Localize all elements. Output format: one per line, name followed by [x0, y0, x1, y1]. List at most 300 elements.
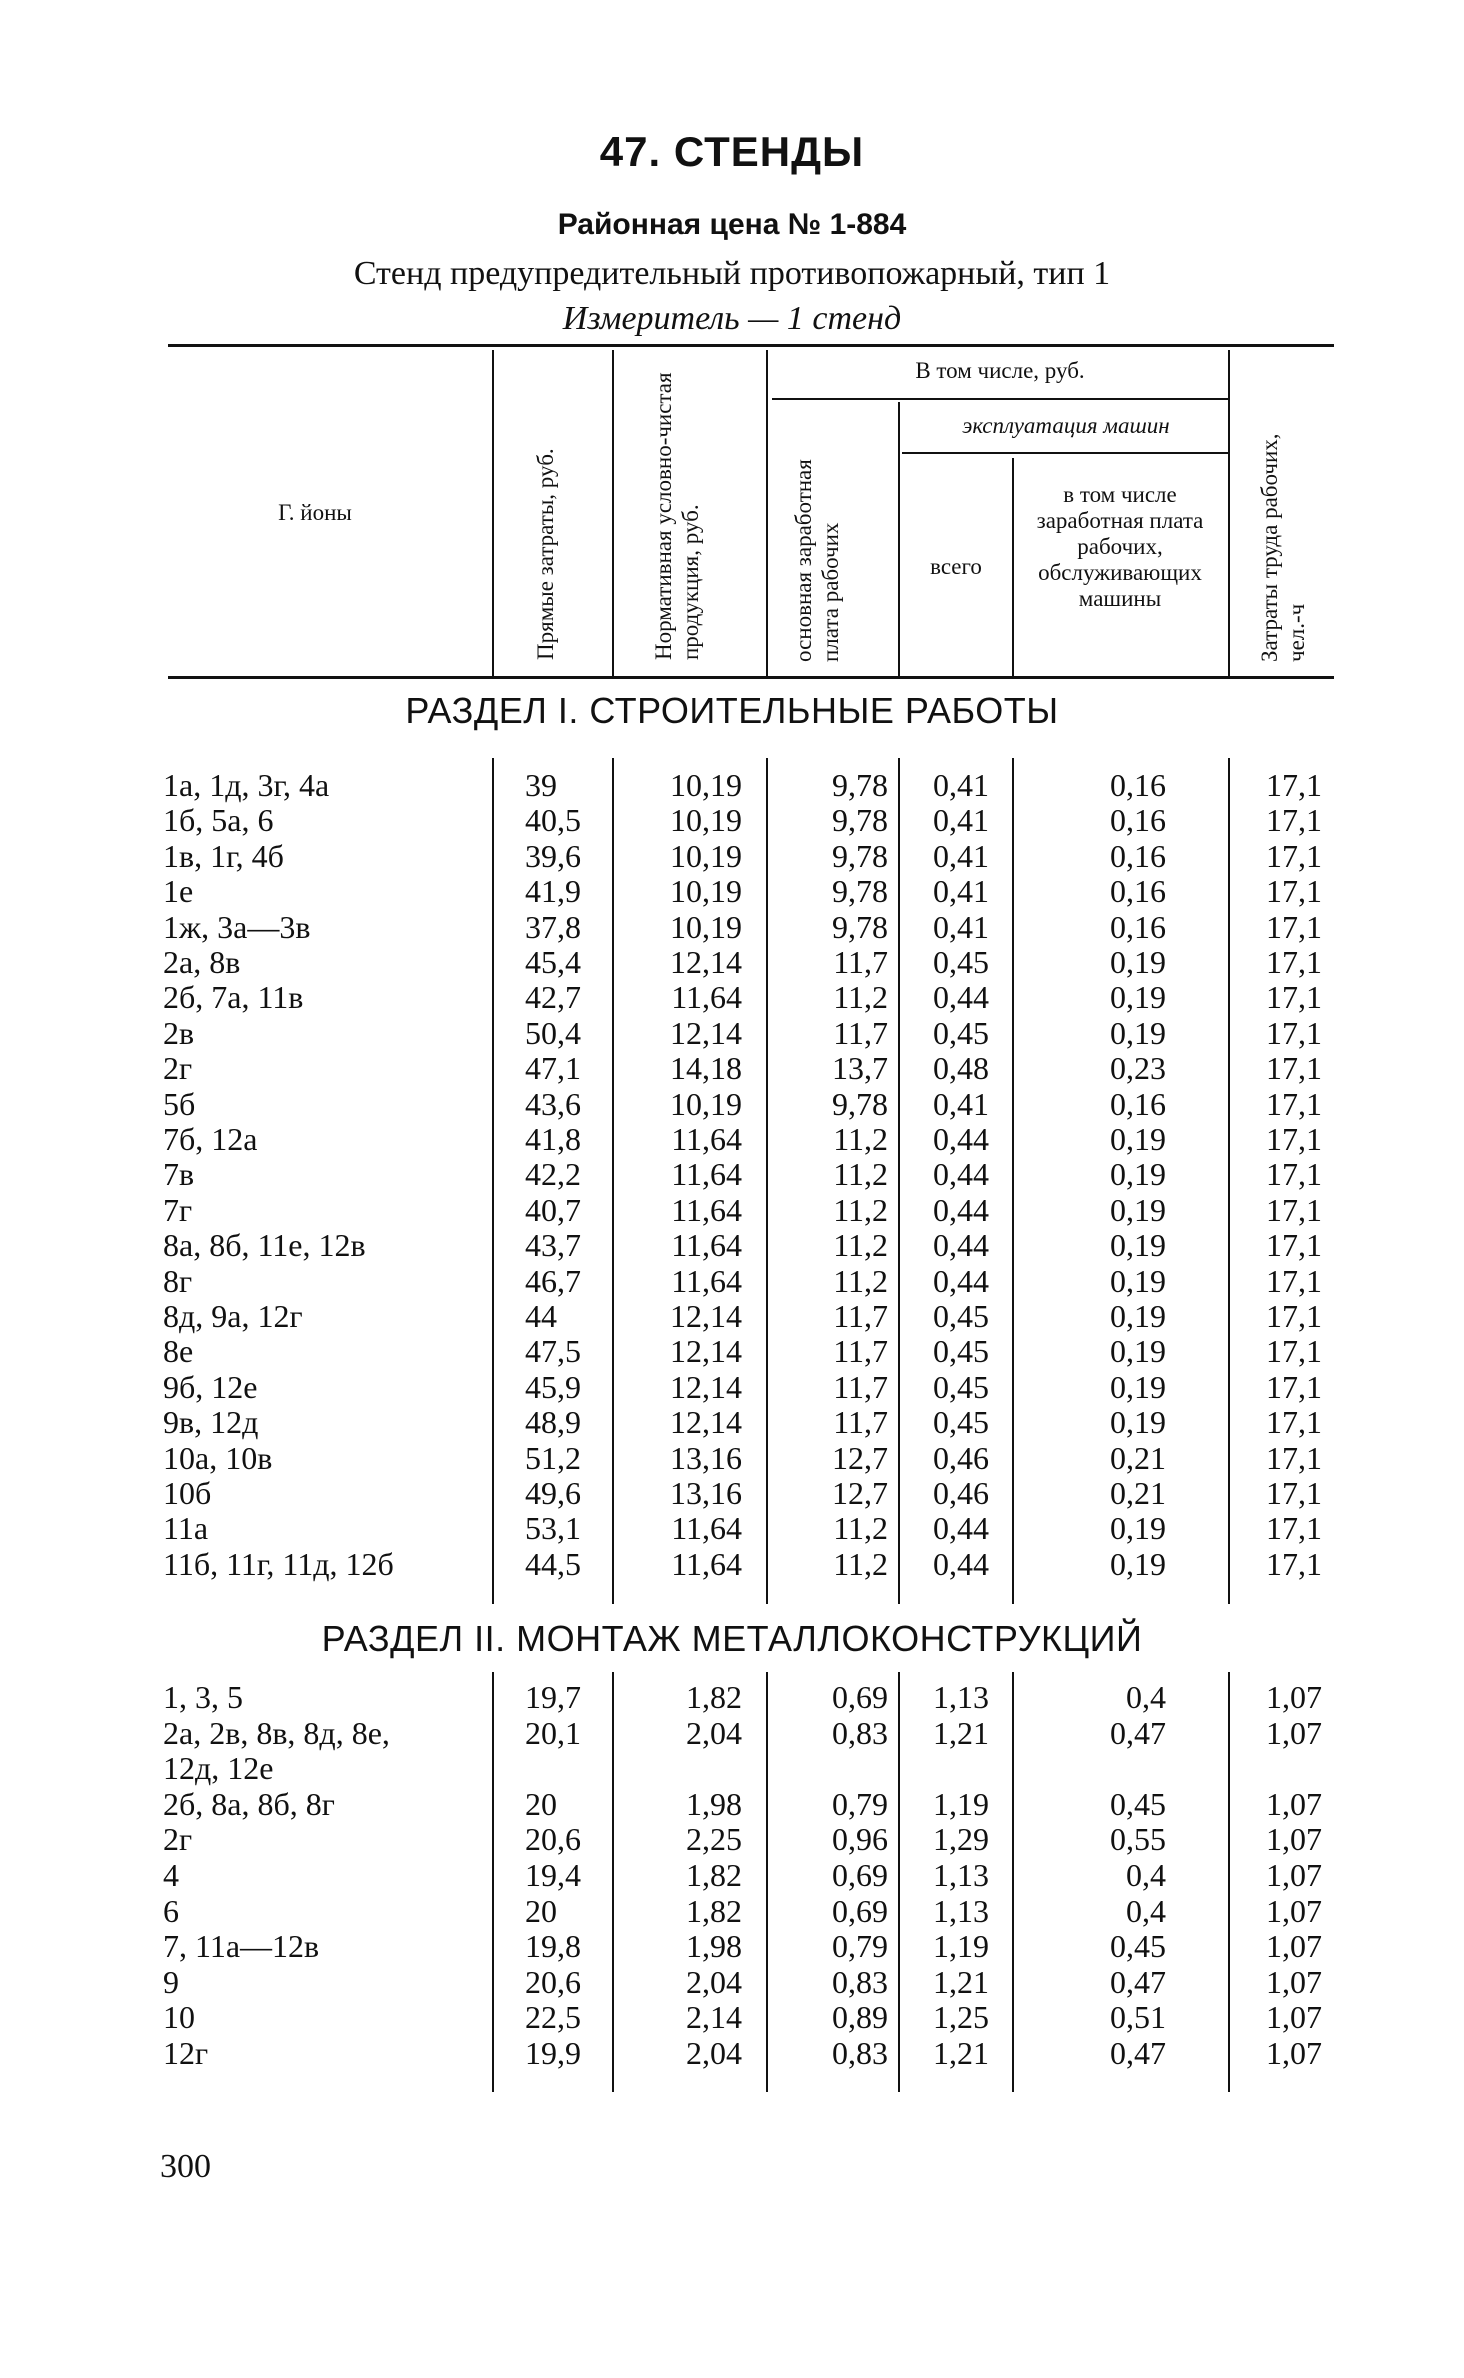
labor-cell: 17,1 — [1266, 944, 1322, 980]
header-sub-rule-2 — [902, 452, 1230, 454]
direct-costs-cell: 45,4 — [525, 944, 581, 980]
labor-cell: 1,07 — [1266, 1892, 1322, 1929]
direct-costs-cell: 19,9 — [525, 2035, 581, 2071]
normative-cell: 11,64 — [671, 1262, 742, 1299]
labor-cell: 1,07 — [1266, 1821, 1322, 1858]
machine-wages-cell: 0,16 — [1110, 908, 1166, 945]
normative-cell: 11,64 — [671, 1191, 742, 1228]
table-row — [0, 1716, 1464, 1751]
machine-total-cell: 0,41 — [933, 1085, 989, 1122]
region-cell: 8г — [163, 1262, 193, 1299]
direct-costs-cell: 41,9 — [525, 873, 581, 910]
labor-cell: 17,1 — [1266, 1227, 1322, 1264]
machine-wages-cell: 0,16 — [1110, 873, 1166, 910]
labor-cell: 1,07 — [1266, 2035, 1322, 2071]
table-row — [0, 1929, 1464, 1964]
machine-total-cell: 1,21 — [933, 1714, 989, 1751]
region-cell: 1в, 1г, 4б — [163, 837, 284, 874]
base-wages-cell: 9,78 — [832, 767, 888, 803]
table-row — [0, 1751, 1464, 1786]
header-bottom-rule — [168, 676, 1334, 679]
region-cell: 1е — [163, 873, 194, 910]
header-vline-1 — [492, 350, 494, 676]
s1-vline-6 — [1228, 758, 1230, 1604]
normative-cell: 10,19 — [670, 873, 742, 910]
table-row — [0, 1334, 1464, 1369]
table-row — [0, 1787, 1464, 1822]
normative-cell: 1,98 — [686, 1928, 742, 1965]
normative-cell: 10,19 — [670, 802, 742, 839]
labor-cell: 17,1 — [1266, 908, 1322, 945]
machine-wages-cell: 0,47 — [1110, 1714, 1166, 1751]
labor-cell: 17,1 — [1266, 767, 1322, 803]
direct-costs-cell: 43,7 — [525, 1227, 581, 1264]
base-wages-cell: 9,78 — [832, 1085, 888, 1122]
region-cell: 9б, 12е — [163, 1368, 258, 1405]
normative-cell: 11,64 — [671, 1510, 742, 1547]
s2-vline-5 — [1012, 1672, 1014, 2092]
machine-total-cell: 0,44 — [933, 1545, 989, 1582]
labor-cell: 17,1 — [1266, 1475, 1322, 1511]
base-wages-cell: 11,2 — [833, 1191, 888, 1228]
direct-costs-cell: 40,5 — [525, 802, 581, 839]
machine-wages-cell: 0,47 — [1110, 2035, 1166, 2071]
machine-total-cell: 1,13 — [933, 1857, 989, 1893]
region-cell: 1ж, 3а—3в — [163, 908, 311, 945]
direct-costs-cell: 44,5 — [525, 1545, 581, 1582]
base-wages-cell: 0,69 — [832, 1857, 888, 1893]
direct-costs-cell: 43,6 — [525, 1085, 581, 1122]
machine-wages-cell: 0,19 — [1110, 1014, 1166, 1051]
base-wages-cell: 11,7 — [833, 1014, 888, 1051]
direct-costs-cell: 47,5 — [525, 1333, 581, 1370]
base-wages-cell: 9,78 — [832, 837, 888, 874]
machine-wages-cell: 0,4 — [1126, 1679, 1166, 1715]
table-row — [0, 1858, 1464, 1893]
table-row — [0, 1157, 1464, 1192]
region-cell: 5б — [163, 1085, 196, 1122]
machine-total-cell: 0,44 — [933, 1191, 989, 1228]
normative-cell: 12,14 — [670, 1333, 742, 1370]
direct-costs-cell: 48,9 — [525, 1404, 581, 1441]
machine-total-cell: 0,41 — [933, 767, 989, 803]
direct-costs-cell: 19,4 — [525, 1857, 581, 1893]
base-wages-cell: 12,7 — [832, 1439, 888, 1476]
region-cell: 6 — [163, 1892, 179, 1929]
region-cell: 2г — [163, 1821, 193, 1858]
base-wages-cell: 11,7 — [833, 1333, 888, 1370]
page-number: 300 — [160, 2148, 211, 2185]
normative-cell: 2,04 — [686, 1714, 742, 1751]
machine-total-cell: 0,46 — [933, 1439, 989, 1476]
direct-costs-cell: 50,4 — [525, 1014, 581, 1051]
base-wages-cell: 11,2 — [833, 1156, 888, 1193]
machine-wages-cell: 0,19 — [1110, 1262, 1166, 1299]
direct-costs-cell: 44 — [525, 1298, 557, 1334]
base-wages-cell: 11,2 — [833, 979, 888, 1016]
machine-wages-cell: 0,55 — [1110, 1821, 1166, 1858]
machine-total-cell: 1,29 — [933, 1821, 989, 1858]
labor-cell: 17,1 — [1266, 1156, 1322, 1193]
table-row — [0, 1965, 1464, 2000]
region-cell: 11б, 11г, 11д, 12б — [163, 1545, 394, 1582]
header-top-rule — [168, 344, 1334, 347]
table-row — [0, 1370, 1464, 1405]
s1-vline-2 — [612, 758, 614, 1604]
machine-wages-cell: 0,19 — [1110, 1121, 1166, 1157]
direct-costs-cell: 37,8 — [525, 908, 581, 945]
header-labor: Затраты труда рабочих, чел.-ч — [1257, 433, 1309, 662]
unit-caption: Измеритель — 1 стенд — [562, 300, 902, 337]
labor-cell: 17,1 — [1266, 1439, 1322, 1476]
header-vline-4 — [898, 402, 900, 676]
direct-costs-cell: 51,2 — [525, 1439, 581, 1476]
labor-cell: 17,1 — [1266, 837, 1322, 874]
machine-wages-cell: 0,16 — [1110, 802, 1166, 839]
labor-cell: 1,07 — [1266, 1857, 1322, 1893]
base-wages-cell: 11,7 — [833, 1368, 888, 1405]
region-cell: 8е — [163, 1333, 194, 1370]
base-wages-cell: 0,96 — [832, 1821, 888, 1858]
section-1-title: РАЗДЕЛ I. СТРОИТЕЛЬНЫЕ РАБОТЫ — [405, 690, 1059, 731]
page-title: 47. СТЕНДЫ — [599, 128, 865, 175]
header-direct-costs: Прямые затраты, руб. — [533, 448, 558, 660]
direct-costs-cell: 19,7 — [525, 1679, 581, 1715]
labor-cell: 17,1 — [1266, 802, 1322, 839]
labor-cell: 1,07 — [1266, 1999, 1322, 2036]
machine-total-cell: 0,44 — [933, 1121, 989, 1157]
table-row — [0, 1476, 1464, 1511]
base-wages-cell: 0,83 — [832, 2035, 888, 2071]
machine-total-cell: 0,45 — [933, 1368, 989, 1405]
table-row — [0, 1894, 1464, 1929]
machine-total-cell: 0,44 — [933, 979, 989, 1016]
base-wages-cell: 0,83 — [832, 1963, 888, 2000]
table-row — [0, 980, 1464, 1015]
region-cell: 8д, 9а, 12г — [163, 1298, 303, 1334]
direct-costs-cell: 40,7 — [525, 1191, 581, 1228]
direct-costs-cell: 39 — [525, 767, 557, 803]
machine-total-cell: 1,19 — [933, 1785, 989, 1822]
machine-total-cell: 0,45 — [933, 1014, 989, 1051]
labor-cell: 1,07 — [1266, 1679, 1322, 1715]
machine-wages-cell: 0,19 — [1110, 1227, 1166, 1264]
labor-cell: 1,07 — [1266, 1963, 1322, 2000]
machine-wages-cell: 0,19 — [1110, 1510, 1166, 1547]
direct-costs-cell: 20,6 — [525, 1821, 581, 1858]
labor-cell: 17,1 — [1266, 1121, 1322, 1157]
labor-cell: 17,1 — [1266, 1085, 1322, 1122]
machine-wages-cell: 0,21 — [1110, 1475, 1166, 1511]
table-row — [0, 1822, 1464, 1857]
machine-wages-cell: 0,19 — [1110, 944, 1166, 980]
s2-vline-4 — [898, 1672, 900, 2092]
region-cell: 2б, 7а, 11в — [163, 979, 304, 1016]
machine-wages-cell: 0,23 — [1110, 1050, 1166, 1087]
labor-cell: 1,07 — [1266, 1714, 1322, 1751]
table-row — [0, 874, 1464, 909]
direct-costs-cell: 53,1 — [525, 1510, 581, 1547]
machine-wages-cell: 0,16 — [1110, 767, 1166, 803]
labor-cell: 17,1 — [1266, 1545, 1322, 1582]
s1-vline-1 — [492, 758, 494, 1604]
region-cell: 7б, 12а — [163, 1121, 258, 1157]
normative-cell: 1,82 — [686, 1892, 742, 1929]
normative-cell: 13,16 — [670, 1439, 742, 1476]
table-row — [0, 1193, 1464, 1228]
machine-total-cell: 0,45 — [933, 944, 989, 980]
base-wages-cell: 11,7 — [833, 1298, 888, 1334]
normative-cell: 10,19 — [670, 767, 742, 803]
machine-total-cell: 0,45 — [933, 1298, 989, 1334]
table-row — [0, 1511, 1464, 1546]
direct-costs-cell: 45,9 — [525, 1368, 581, 1405]
direct-costs-cell: 20 — [525, 1892, 557, 1929]
direct-costs-cell: 46,7 — [525, 1262, 581, 1299]
region-cell: 10б — [163, 1475, 212, 1511]
machine-total-cell: 1,25 — [933, 1999, 989, 2036]
machine-total-cell: 1,19 — [933, 1928, 989, 1965]
machine-wages-cell: 0,21 — [1110, 1439, 1166, 1476]
item-caption: Стенд предупредительный противопожарный, тип 1 — [353, 255, 1111, 292]
direct-costs-cell: 20 — [525, 1785, 557, 1822]
machine-wages-cell: 0,45 — [1110, 1785, 1166, 1822]
base-wages-cell: 9,78 — [832, 873, 888, 910]
header-vline-6 — [1228, 350, 1230, 676]
base-wages-cell: 0,89 — [832, 1999, 888, 2036]
normative-cell: 13,16 — [670, 1475, 742, 1511]
machine-wages-cell: 0,45 — [1110, 1928, 1166, 1965]
machine-total-cell: 0,46 — [933, 1475, 989, 1511]
machine-wages-cell: 0,19 — [1110, 1191, 1166, 1228]
normative-cell: 1,98 — [686, 1785, 742, 1822]
region-cell: 10а, 10в — [163, 1439, 273, 1476]
normative-cell: 11,64 — [671, 979, 742, 1016]
header-vline-5 — [1012, 458, 1014, 676]
base-wages-cell: 11,2 — [833, 1545, 888, 1582]
machine-total-cell: 1,13 — [933, 1892, 989, 1929]
header-sub-rule-1 — [772, 398, 1230, 400]
machine-wages-cell: 0,19 — [1110, 1333, 1166, 1370]
labor-cell: 17,1 — [1266, 1404, 1322, 1441]
header-vline-2 — [612, 350, 614, 676]
s2-vline-2 — [612, 1672, 614, 2092]
machine-total-cell: 0,45 — [933, 1404, 989, 1441]
machine-total-cell: 0,44 — [933, 1227, 989, 1264]
machine-total-cell: 0,44 — [933, 1262, 989, 1299]
machine-wages-cell: 0,19 — [1110, 1368, 1166, 1405]
table-row — [0, 1264, 1464, 1299]
header-total: всего — [930, 554, 982, 579]
table-row — [0, 910, 1464, 945]
machine-total-cell: 0,44 — [933, 1510, 989, 1547]
normative-cell: 12,14 — [670, 1404, 742, 1441]
machine-wages-cell: 0,19 — [1110, 1545, 1166, 1582]
table-row — [0, 1051, 1464, 1086]
table-row — [0, 1228, 1464, 1263]
direct-costs-cell: 19,8 — [525, 1928, 581, 1965]
table-row — [0, 1087, 1464, 1122]
normative-cell: 10,19 — [670, 908, 742, 945]
header-base-wages: основная заработная плата рабочих — [791, 459, 843, 662]
machine-total-cell: 1,13 — [933, 1679, 989, 1715]
base-wages-cell: 0,79 — [832, 1785, 888, 1822]
normative-cell: 2,04 — [686, 2035, 742, 2071]
machine-wages-cell: 0,19 — [1110, 1404, 1166, 1441]
region-cell: 8а, 8б, 11е, 12в — [163, 1227, 366, 1264]
machine-wages-cell: 0,4 — [1126, 1857, 1166, 1893]
region-cell: 9в, 12д — [163, 1404, 259, 1441]
direct-costs-cell: 41,8 — [525, 1121, 581, 1157]
machine-wages-cell: 0,16 — [1110, 1085, 1166, 1122]
normative-cell: 1,82 — [686, 1679, 742, 1715]
labor-cell: 17,1 — [1266, 1510, 1322, 1547]
table-row — [0, 1405, 1464, 1440]
s1-vline-5 — [1012, 758, 1014, 1604]
region-cell: 4 — [163, 1857, 179, 1893]
machine-wages-cell: 0,47 — [1110, 1963, 1166, 2000]
base-wages-cell: 13,7 — [832, 1050, 888, 1087]
section-2-title: РАЗДЕЛ II. МОНТАЖ МЕТАЛЛОКОНСТРУКЦИЙ — [321, 1618, 1143, 1659]
machine-wages-cell: 0,19 — [1110, 1156, 1166, 1193]
labor-cell: 17,1 — [1266, 1368, 1322, 1405]
machine-total-cell: 0,41 — [933, 908, 989, 945]
header-regions: Г. йоны — [278, 500, 352, 525]
labor-cell: 17,1 — [1266, 1050, 1322, 1087]
region-cell: 1, 3, 5 — [163, 1679, 243, 1715]
table-row — [0, 1016, 1464, 1051]
machine-wages-cell: 0,51 — [1110, 1999, 1166, 2036]
base-wages-cell: 0,83 — [832, 1714, 888, 1751]
table-row — [0, 1299, 1464, 1334]
labor-cell: 17,1 — [1266, 1333, 1322, 1370]
base-wages-cell: 9,78 — [832, 802, 888, 839]
base-wages-cell: 12,7 — [832, 1475, 888, 1511]
normative-cell: 11,64 — [671, 1121, 742, 1157]
machine-wages-cell: 0,4 — [1126, 1892, 1166, 1929]
table-row — [0, 1441, 1464, 1476]
normative-cell: 2,14 — [686, 1999, 742, 2036]
direct-costs-cell: 47,1 — [525, 1050, 581, 1087]
header-vline-3 — [766, 350, 768, 676]
base-wages-cell: 0,79 — [832, 1928, 888, 1965]
table-row — [0, 2036, 1464, 2071]
region-cell: 2в — [163, 1014, 195, 1051]
region-cell: 7г — [163, 1191, 193, 1228]
labor-cell: 1,07 — [1266, 1785, 1322, 1822]
region-cell: 11а — [163, 1510, 209, 1547]
labor-cell: 17,1 — [1266, 1262, 1322, 1299]
base-wages-cell: 11,7 — [833, 944, 888, 980]
region-cell: 2г — [163, 1050, 193, 1087]
normative-cell: 11,64 — [671, 1227, 742, 1264]
header-including: В том числе, руб. — [915, 358, 1085, 383]
table-row — [0, 1547, 1464, 1582]
direct-costs-cell: 49,6 — [525, 1475, 581, 1511]
region-cell: 12г — [163, 2035, 209, 2071]
normative-cell: 12,14 — [670, 1014, 742, 1051]
header-machine-operation: эксплуатация машин — [962, 413, 1170, 438]
region-cell: 9 — [163, 1963, 179, 2000]
direct-costs-cell: 42,2 — [525, 1156, 581, 1193]
table-row — [0, 839, 1464, 874]
normative-cell: 12,14 — [670, 1298, 742, 1334]
direct-costs-cell: 20,6 — [525, 1963, 581, 2000]
normative-cell: 1,82 — [686, 1857, 742, 1893]
direct-costs-cell: 20,1 — [525, 1714, 581, 1751]
region-cell: 1б, 5а, 6 — [163, 802, 274, 839]
direct-costs-cell: 22,5 — [525, 1999, 581, 2036]
base-wages-cell: 0,69 — [832, 1679, 888, 1715]
region-cell: 2б, 8а, 8б, 8г — [163, 1785, 335, 1822]
normative-cell: 12,14 — [670, 1368, 742, 1405]
region-cell: 10 — [163, 1999, 195, 2036]
base-wages-cell: 11,2 — [833, 1227, 888, 1264]
machine-total-cell: 0,48 — [933, 1050, 989, 1087]
s1-vline-4 — [898, 758, 900, 1604]
normative-cell: 14,18 — [670, 1050, 742, 1087]
labor-cell: 1,07 — [1266, 1928, 1322, 1965]
base-wages-cell: 0,69 — [832, 1892, 888, 1929]
normative-cell: 11,64 — [671, 1545, 742, 1582]
direct-costs-cell: 42,7 — [525, 979, 581, 1016]
region-cell: 7, 11а—12в — [163, 1928, 320, 1965]
normative-cell: 11,64 — [671, 1156, 742, 1193]
machine-wages-cell: 0,19 — [1110, 979, 1166, 1016]
base-wages-cell: 11,7 — [833, 1404, 888, 1441]
s2-vline-3 — [766, 1672, 768, 2092]
base-wages-cell: 9,78 — [832, 908, 888, 945]
machine-total-cell: 0,41 — [933, 802, 989, 839]
machine-total-cell: 0,45 — [933, 1333, 989, 1370]
s2-vline-1 — [492, 1672, 494, 2092]
machine-wages-cell: 0,19 — [1110, 1298, 1166, 1334]
normative-cell: 2,04 — [686, 1963, 742, 2000]
table-row — [0, 2000, 1464, 2035]
s1-vline-3 — [766, 758, 768, 1604]
table-row — [0, 1680, 1464, 1715]
machine-total-cell: 0,41 — [933, 837, 989, 874]
region-cell: 2а, 2в, 8в, 8д, 8е, — [163, 1714, 390, 1751]
table-row — [0, 945, 1464, 980]
base-wages-cell: 11,2 — [833, 1121, 888, 1157]
normative-cell: 2,25 — [686, 1821, 742, 1858]
header-machine-wages: в том числе заработная плата рабочих, обслуживающих машины — [1036, 482, 1204, 611]
labor-cell: 17,1 — [1266, 1014, 1322, 1051]
table-row — [0, 803, 1464, 838]
region-cell: 2а, 8в — [163, 944, 241, 980]
region-cell: 7в — [163, 1156, 195, 1193]
region-cell: 12д, 12е — [163, 1750, 274, 1787]
price-subtitle: Районная цена № 1-884 — [557, 208, 907, 241]
labor-cell: 17,1 — [1266, 1298, 1322, 1334]
normative-cell: 12,14 — [670, 944, 742, 980]
direct-costs-cell: 39,6 — [525, 837, 581, 874]
base-wages-cell: 11,2 — [833, 1262, 888, 1299]
machine-total-cell: 1,21 — [933, 1963, 989, 2000]
region-cell: 1а, 1д, 3г, 4а — [163, 767, 330, 803]
labor-cell: 17,1 — [1266, 873, 1322, 910]
table-row — [0, 768, 1464, 803]
labor-cell: 17,1 — [1266, 979, 1322, 1016]
normative-cell: 10,19 — [670, 837, 742, 874]
s2-vline-6 — [1228, 1672, 1230, 2092]
table-row — [0, 1122, 1464, 1157]
header-normative: Нормативная условно-чистая продукция, руб. — [651, 372, 703, 660]
machine-total-cell: 0,44 — [933, 1156, 989, 1193]
base-wages-cell: 11,2 — [833, 1510, 888, 1547]
machine-wages-cell: 0,16 — [1110, 837, 1166, 874]
